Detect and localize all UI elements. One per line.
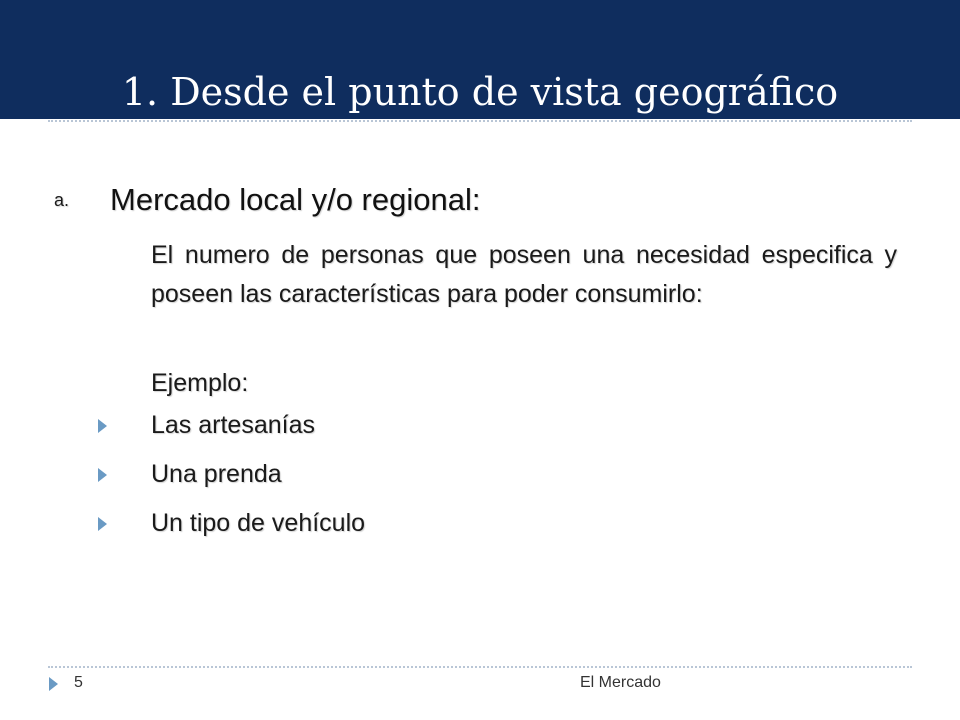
arrow-bullet-icon <box>98 517 107 531</box>
definition-paragraph: El numero de personas que poseen una necesidad especifica y poseen las características para poder consumirlo: <box>151 241 897 308</box>
section-heading <box>54 178 914 222</box>
heading-text: Mercado local y/o regional: <box>110 182 481 217</box>
bullet-text: Una prenda <box>151 460 282 488</box>
bullet-item <box>98 454 878 494</box>
bullet-text: Un tipo de vehículo <box>151 509 366 537</box>
bullet-item <box>98 503 878 543</box>
heading-list-marker: a. <box>54 190 70 210</box>
page-number: 5 <box>74 674 83 691</box>
footer-divider <box>48 666 912 668</box>
arrow-bullet-icon <box>98 468 107 482</box>
example-label: Ejemplo: <box>151 369 249 397</box>
bullet-text: Las artesanías <box>151 411 315 439</box>
arrow-bullet-icon <box>98 419 107 433</box>
footer-title: El Mercado <box>580 674 661 691</box>
footer-arrow-icon <box>49 677 58 691</box>
bullet-item <box>98 405 878 445</box>
slide-title: 1. Desde el punto de vista geográfico <box>121 70 839 114</box>
